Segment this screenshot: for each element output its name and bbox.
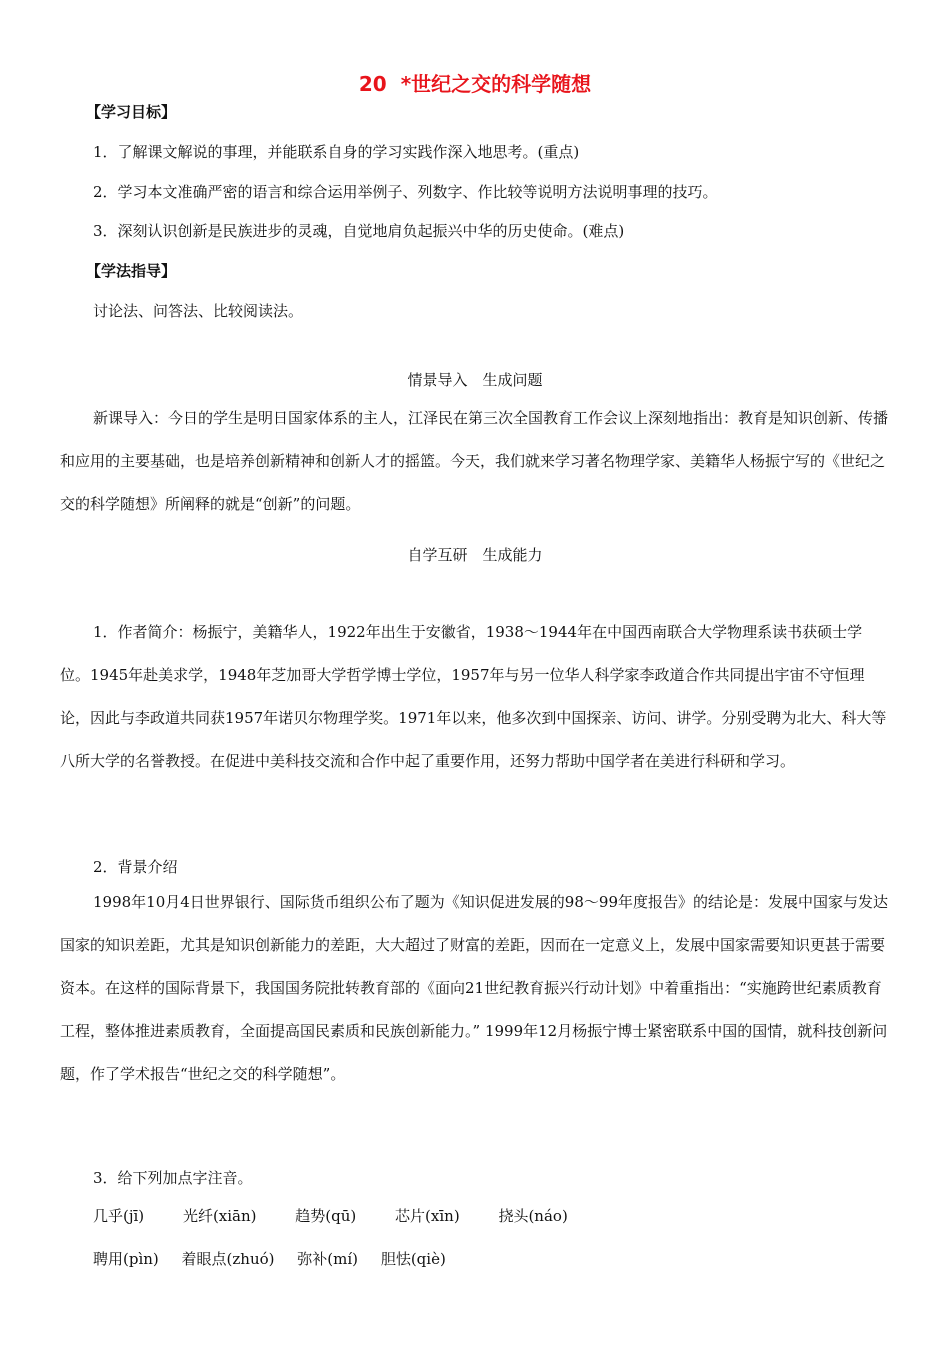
pinyin-item: 挠头(náo): [498, 1207, 568, 1225]
objective-3: 3．深刻认识创新是民族进步的灵魂，自觉地肩负起振兴中华的历史使命。(难点): [93, 222, 625, 240]
pinyin-item: 芯片(xīn): [395, 1207, 460, 1225]
objectives-heading: 【学习目标】: [86, 103, 177, 121]
pinyin-item: 聘用(pìn): [93, 1250, 159, 1268]
background-heading: 2．背景介绍: [93, 858, 178, 876]
pinyin-item: 胆怯(qiè): [380, 1250, 446, 1268]
pinyin-row-2: [93, 1248, 464, 1269]
objective-1: 1．了解课文解说的事理，并能联系自身的学习实践作深入地思考。(重点): [93, 143, 580, 161]
author-paragraph: [60, 611, 890, 783]
pinyin-item: 着眼点(zhuó): [181, 1250, 275, 1268]
method-heading: 【学法指导】: [86, 262, 177, 280]
pinyin-row-1: [93, 1205, 602, 1226]
objective-2: 2．学习本文准确严密的语言和综合运用举例子、列数字、作比较等说明方法说明事理的技巧。: [93, 183, 718, 201]
lesson-number: 20: [358, 72, 387, 96]
method-text: 讨论法、问答法、比较阅读法。: [93, 302, 304, 320]
author-text: 1．作者简介：杨振宁，美籍华人，1922年出生于安徽省，1938～1944年在中国西南联合大学物理系读书获硕士学位。1945年赴美求学，1948年芝加哥大学哲学博士学位，1957年与另一位华人科学家李政道合作共同提出宇宙不守恒理论，因此与李政道共同获1957年诺贝尔物理学奖。1971年以来，他多次到中国探亲、访问、讲学。分别受聘为北大、科大等八所大学的名誉教授。在促进中美科技交流和合作中起了重要作用，还努力帮助中国学者在美进行科研和学习。: [60, 623, 887, 770]
pinyin-heading: 3．给下列加点字注音。: [93, 1169, 253, 1187]
page-title: [0, 68, 950, 97]
pinyin-item: 几乎(jī): [93, 1207, 145, 1225]
pinyin-item: 趋势(qū): [295, 1207, 357, 1225]
background-text: 1998年10月4日世界银行、国际货币组织公布了题为《知识促进发展的98～99年度报告》的结论是：发展中国家与发达国家的知识差距，尤其是知识创新能力的差距，大大超过了财富的差距，因而在一定意义上，发展中国家需要知识更甚于需要资本。在这样的国际背景下，我国国务院批转教育部的《面向21世纪教育振兴行动计划》中着重指出：“实施跨世纪素质教育工程，整体推进素质教育，全面提高国民素质和民族创新能力。” 1999年12月杨振宁博士紧密联系中国的国情，就科技创新问题，作了学术报告“世纪之交的科学随想”。: [60, 893, 888, 1083]
background-paragraph: [60, 881, 890, 1096]
section-title-intro: 情景导入 生成问题: [407, 371, 543, 389]
intro-text: 新课导入：今日的学生是明日国家体系的主人，江泽民在第三次全国教育工作会议上深刻地指出：教育是知识创新、传播和应用的主要基础，也是培养创新精神和创新人才的摇篮。今天，我们就来学习著名物理学家、美籍华人杨振宁写的《世纪之交的科学随想》所阐释的就是“创新”的问题。: [60, 409, 889, 513]
pinyin-item: 光纤(xiān): [182, 1207, 257, 1225]
lesson-title: *世纪之交的科学随想: [400, 72, 592, 96]
pinyin-item: 弥补(mí): [297, 1250, 359, 1268]
intro-paragraph: [60, 397, 890, 526]
section-title-selfstudy: 自学互研 生成能力: [407, 546, 543, 564]
